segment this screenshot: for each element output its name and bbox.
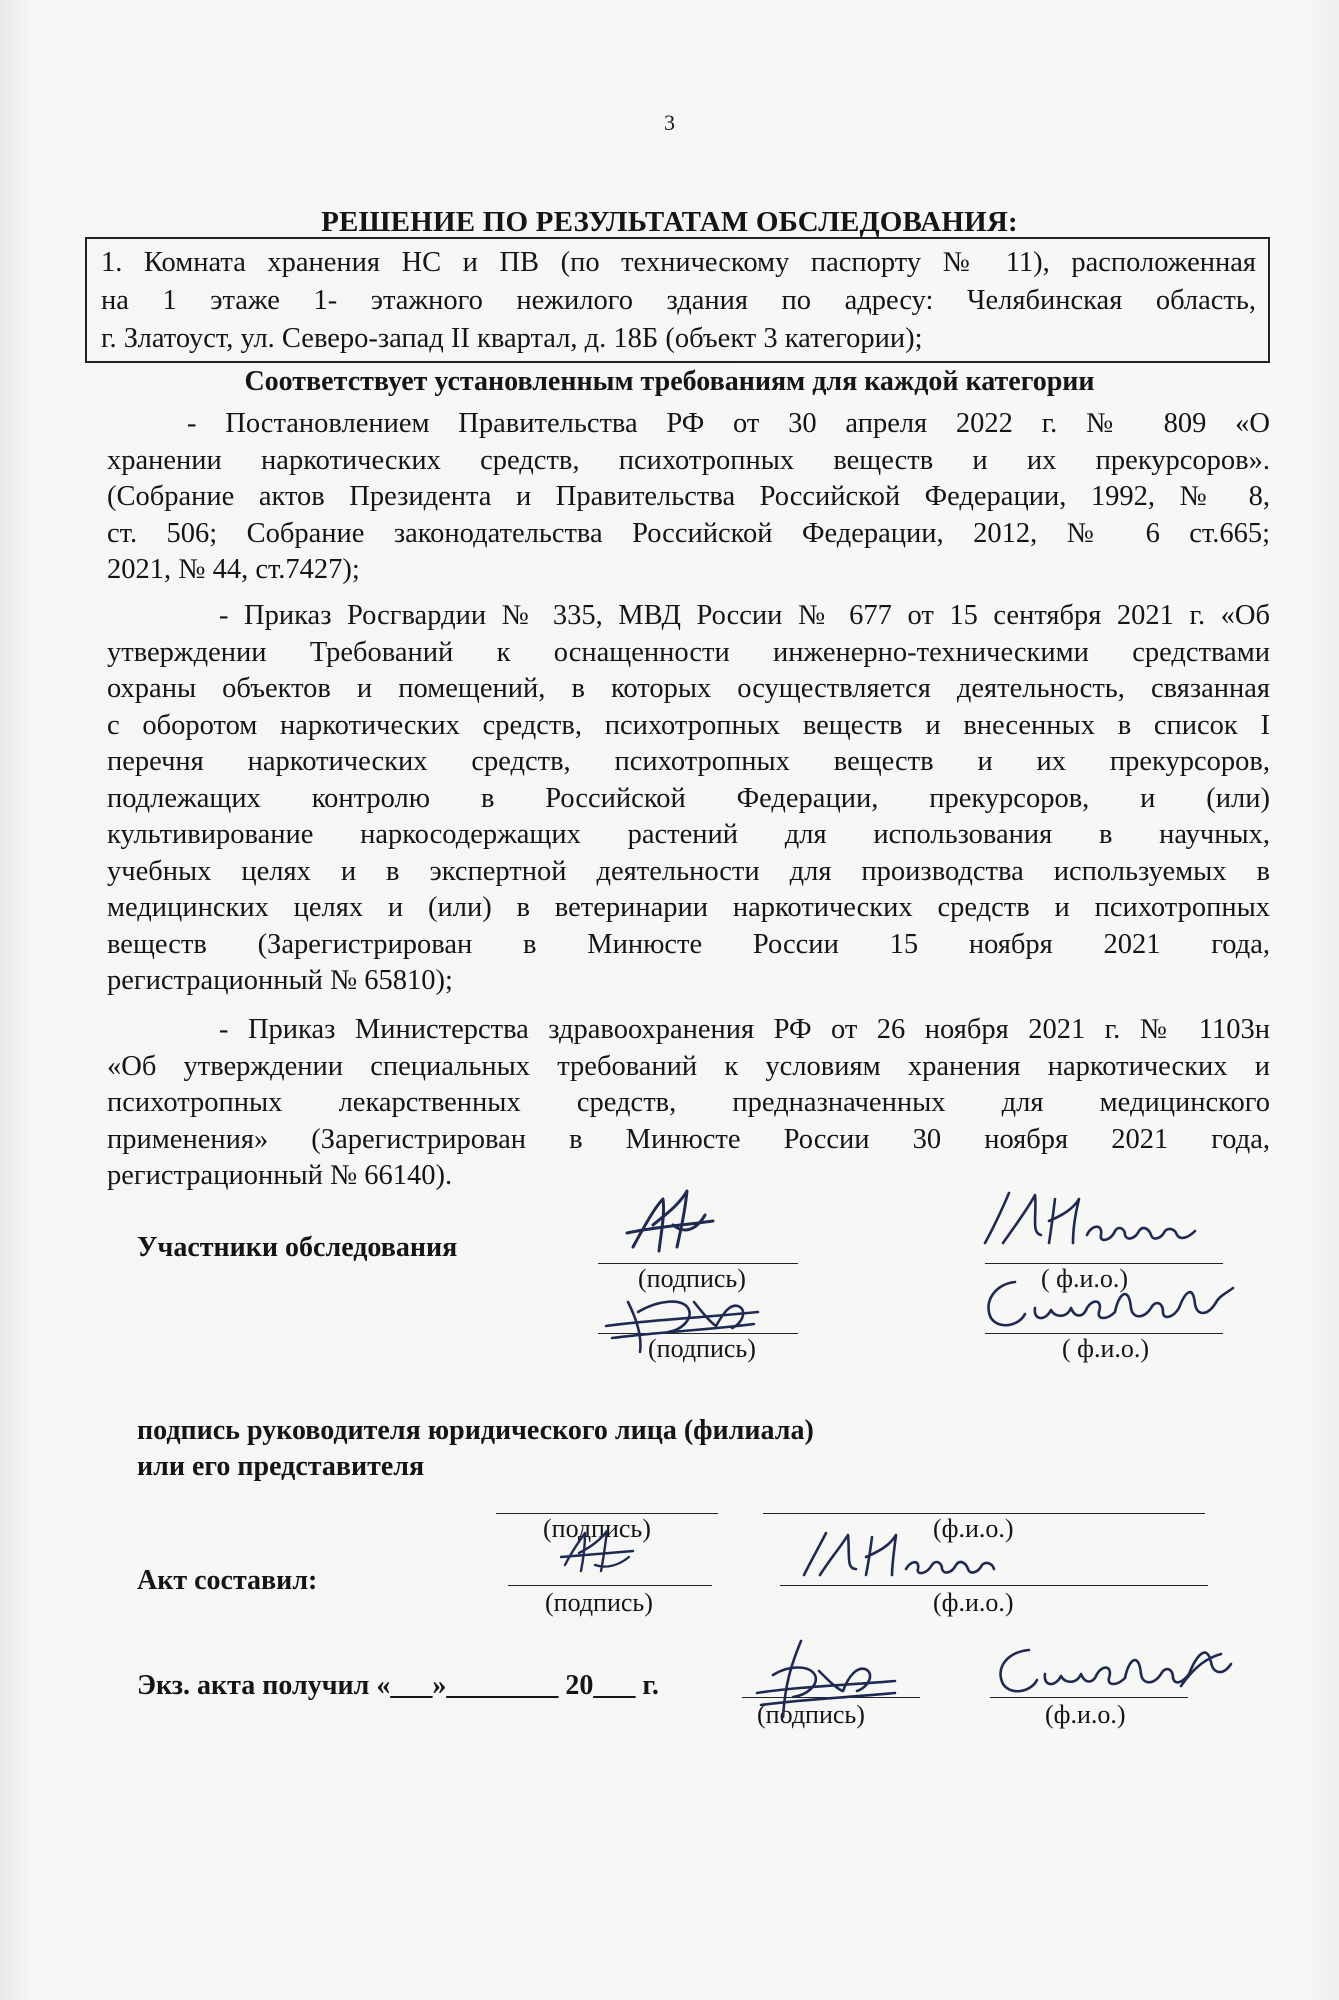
signature-caption: (подпись) [757,1700,865,1729]
participants-label: Участники обследования [137,1232,458,1263]
act-compiled-label: Акт составил: [137,1565,318,1596]
signature-caption: (подпись) [638,1264,746,1293]
paragraph-line: - Приказ Министерства здравоохранения РФ от 26 ноября 2021 г. № 1103н [219,1014,1270,1045]
page-number: 3 [664,110,675,135]
name-caption: (ф.и.о.) [933,1588,1014,1617]
paragraph-line: охраны объектов и помещений, в которых осуществляется деятельность, связанная [107,673,1270,704]
head-signature-label: подпись руководителя юридического лица (филиала) [137,1415,814,1446]
regulation-paragraph [107,598,1270,1000]
signature-caption: (подпись) [648,1334,756,1363]
complies-heading: Соответствует установленным требованиям для каждой категории [244,366,1095,397]
name-caption: ( ф.и.о.) [1062,1334,1150,1363]
signature-caption: (подпись) [543,1514,651,1543]
paragraph-line: регистрационный № 66140). [107,1160,453,1191]
paragraph-line: психотропных лекарственных средств, предназначенных для медицинского [107,1087,1270,1118]
paragraph-line: «Об утверждении специальных требований к условиям хранения наркотических и [107,1050,1270,1082]
paragraph-line: перечня наркотических средств, психотропных веществ и их прекурсоров, [107,746,1270,777]
object-description-box [85,237,1270,363]
paragraph-line: с оборотом наркотических средств, психотропных веществ и внесенных в список I [107,709,1270,741]
regulation-paragraph [107,406,1270,589]
paragraph-line: - Постановлением Правительства РФ от 30 апреля 2022 г. № 809 «О [187,408,1270,439]
handwritten-signature [790,1525,1050,1585]
paragraph-line: учебных целях и в экспертной деятельности для производства используемых в [107,855,1270,887]
handwritten-signature [975,1185,1225,1255]
object-line: 1. Комната хранения НС и ПВ (по техническому паспорту № 11), расположенная [101,247,1256,278]
signature-caption: (подпись) [545,1588,653,1617]
paragraph-line: утверждении Требований к оснащенности инженерно-техническими средствами [107,636,1270,668]
object-line: на 1 этаже 1- этажного нежилого здания по адресу: Челябинская область, [101,285,1256,316]
paragraph-line: - Приказ Росгвардии № 335, МВД России № 677 от 15 сентября 2021 г. «Об [219,600,1270,631]
decision-title: РЕШЕНИЕ ПО РЕЗУЛЬТАТАМ ОБСЛЕДОВАНИЯ: [321,206,1018,238]
paragraph-line: (Собрание актов Президента и Правительства Российской Федерации, 1992, № 8, [107,481,1270,512]
paragraph-line: 2021, № 44, ст.7427); [107,554,360,585]
name-caption: (ф.и.о.) [1045,1700,1126,1729]
paragraph-line: подлежащих контролю в Российской Федерации, прекурсоров, и (или) [107,782,1270,814]
handwritten-signature [985,1630,1235,1710]
handwritten-signature [555,1525,640,1580]
paragraph-line: применения» (Зарегистрирован в Минюсте России 30 ноября 2021 года, [107,1123,1270,1155]
handwritten-signature [975,1268,1250,1343]
head-signature-label: или его представителя [137,1451,425,1482]
name-caption: ( ф.и.о.) [1041,1264,1129,1293]
handwritten-signature [598,1282,773,1357]
handwritten-signature [615,1185,725,1270]
copy-received-label: Экз. акта получил «___»________ 20___ г. [137,1670,659,1701]
handwritten-signature [745,1635,905,1730]
paragraph-line: медицинских целях и (или) в ветеринарии наркотических средств и психотропных [107,892,1270,923]
paragraph-line: культивирование наркосодержащих растений для использования в научных, [107,819,1270,850]
regulation-paragraph [107,1012,1270,1195]
paragraph-line: веществ (Зарегистрирован в Минюсте России 15 ноября 2021 года, [107,928,1270,960]
signature-line [508,1585,712,1586]
paragraph-line: регистрационный № 65810); [107,965,453,996]
name-line [780,1585,1208,1586]
name-caption: (ф.и.о.) [933,1514,1014,1543]
paragraph-line: ст. 506; Собрание законодательства Российской Федерации, 2012, № 6 ст.665; [107,517,1270,549]
paragraph-line: хранении наркотических средств, психотропных веществ и их прекурсоров». [107,444,1270,476]
object-line: г. Златоуст, ул. Северо-запад II квартал, д. 18Б (объект 3 категории); [101,323,923,354]
